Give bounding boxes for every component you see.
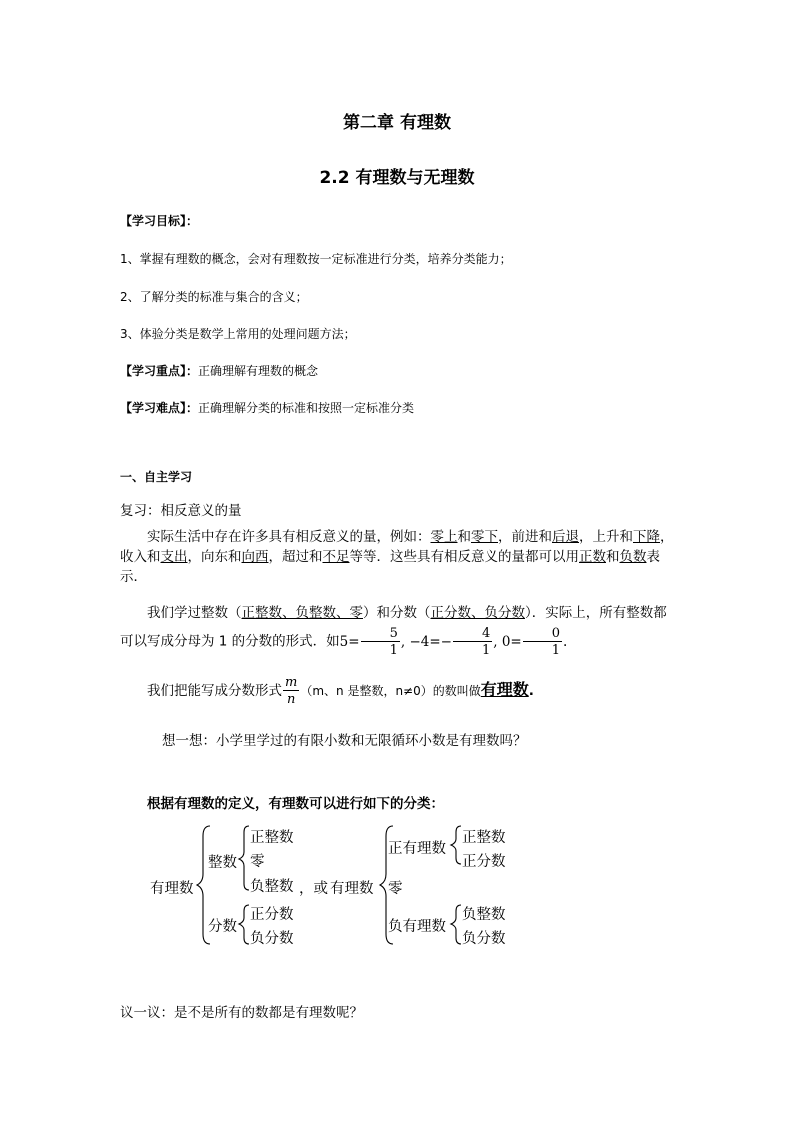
tree-pos-frac: 正分数: [250, 907, 294, 923]
brace-fraction: [239, 905, 249, 944]
tree-pos-frac2: 正分数: [462, 854, 506, 870]
text-run: .: [528, 683, 534, 699]
defined-term: 有理数: [480, 680, 529, 699]
underlined-term: 向西: [241, 549, 269, 565]
fraction-denominator: n: [286, 692, 296, 707]
text-run: 我们把能写成分数形式: [147, 683, 282, 699]
section-heading: 一、自主学习: [120, 470, 193, 484]
underlined-term: 正数: [579, 549, 606, 565]
tree-fraction: 分数: [208, 919, 237, 935]
tree-pos-int2: 正整数: [462, 830, 506, 846]
fraction-denominator: 1: [481, 643, 491, 658]
text-run: 实际生活中存在许多具有相反意义的量，例如：: [147, 529, 431, 545]
think-question: 想一想：小学里学过的有限小数和无限循环小数是有理数吗？: [162, 733, 527, 749]
underlined-term: 零上: [430, 529, 458, 545]
underlined-term: 零下: [471, 529, 498, 545]
underlined-term: 后退: [552, 529, 579, 545]
tree-integer: 整数: [208, 855, 237, 871]
equation-part: , −4=−: [400, 633, 452, 650]
text-run: 和: [606, 549, 620, 565]
fraction-numerator: 4: [453, 627, 492, 642]
text-run: ，前进和: [498, 529, 552, 545]
text-run: 等等．这些具有相反意义的量都可以用: [349, 549, 579, 565]
brace-neg-rat: [451, 905, 461, 944]
text-run: ，收入和: [120, 529, 674, 565]
tree-neg-int2: 负整数: [462, 907, 506, 923]
tree-neg-frac2: 负分数: [462, 931, 506, 947]
underlined-term: 正整数、负整数、零: [241, 605, 363, 621]
fraction-denominator: 1: [389, 643, 398, 658]
underlined-term: 支出: [160, 549, 188, 565]
text-run: （m、n 是整数，n≠0）的数叫做: [300, 684, 481, 698]
underlined-term: 负数: [619, 549, 647, 565]
tree-zero: 零: [250, 854, 265, 870]
tree-zero2: 零: [388, 881, 403, 897]
section-title: 2.2 有理数与无理数: [319, 168, 475, 188]
tree-neg-rat: 负有理数: [388, 919, 446, 935]
text-run: ，上升和: [579, 529, 633, 545]
discuss-question: 议一议：是不是所有的数都是有理数呢？: [120, 1005, 363, 1021]
difficulty-label: 【学习难点】：: [120, 401, 199, 415]
review-heading: 复习：相反意义的量: [120, 503, 242, 519]
text-run: ）．实际上，所有整数都可以写成分母为 1 的分数的形式．如: [120, 605, 667, 650]
text-run: 表示．: [120, 549, 660, 585]
underlined-term: 正分数、负分数: [430, 605, 525, 621]
objectives-label: 【学习目标】：: [120, 214, 199, 228]
text-run: ，向东和: [187, 549, 242, 565]
fraction-denominator: 1: [551, 643, 561, 658]
tree-root2: 有理数: [330, 881, 374, 897]
objective-item: 3、体验分类是数学上常用的处理问题方法；: [120, 327, 356, 341]
fraction-numerator: 0: [523, 627, 562, 642]
fraction-numerator: 5: [361, 627, 400, 642]
brace-integer: [239, 826, 249, 890]
equation-part: 5=: [339, 633, 360, 650]
brace-pos-rat: [451, 826, 461, 864]
objective-item: 2、了解分类的标准与集合的含义；: [120, 290, 308, 304]
tree-neg-frac: 负分数: [250, 931, 294, 947]
key-point-text: 正确理解有理数的概念: [198, 364, 319, 378]
fraction-numerator: m: [285, 675, 298, 690]
tree-pos-rat: 正有理数: [388, 841, 446, 857]
tree-root: 有理数: [150, 881, 194, 897]
key-point-label: 【学习重点】：: [120, 364, 199, 378]
tree-pos-int: 正整数: [250, 830, 294, 846]
difficulty-text: 正确理解分类的标准和按照一定标准分类: [198, 401, 415, 415]
tree-neg-int: 负整数: [250, 879, 294, 895]
chapter-title: 第二章 有理数: [343, 113, 451, 133]
text-run: 和: [457, 529, 471, 545]
text-run: 我们学过整数（: [147, 605, 242, 621]
equation-part: , 0=: [493, 633, 522, 650]
text-run: ）和分数（: [363, 605, 431, 621]
tree-or: ，或: [299, 881, 328, 897]
objective-item: 1、掌握有理数的概念，会对有理数按一定标准进行分类，培养分类能力；: [120, 252, 512, 266]
text-run: ，超过和: [268, 549, 323, 565]
equation-part: .: [563, 633, 568, 650]
underlined-term: 下降: [633, 529, 660, 545]
underlined-term: 不足: [322, 549, 350, 565]
classify-intro: 根据有理数的定义，有理数可以进行如下的分类：: [147, 796, 444, 812]
